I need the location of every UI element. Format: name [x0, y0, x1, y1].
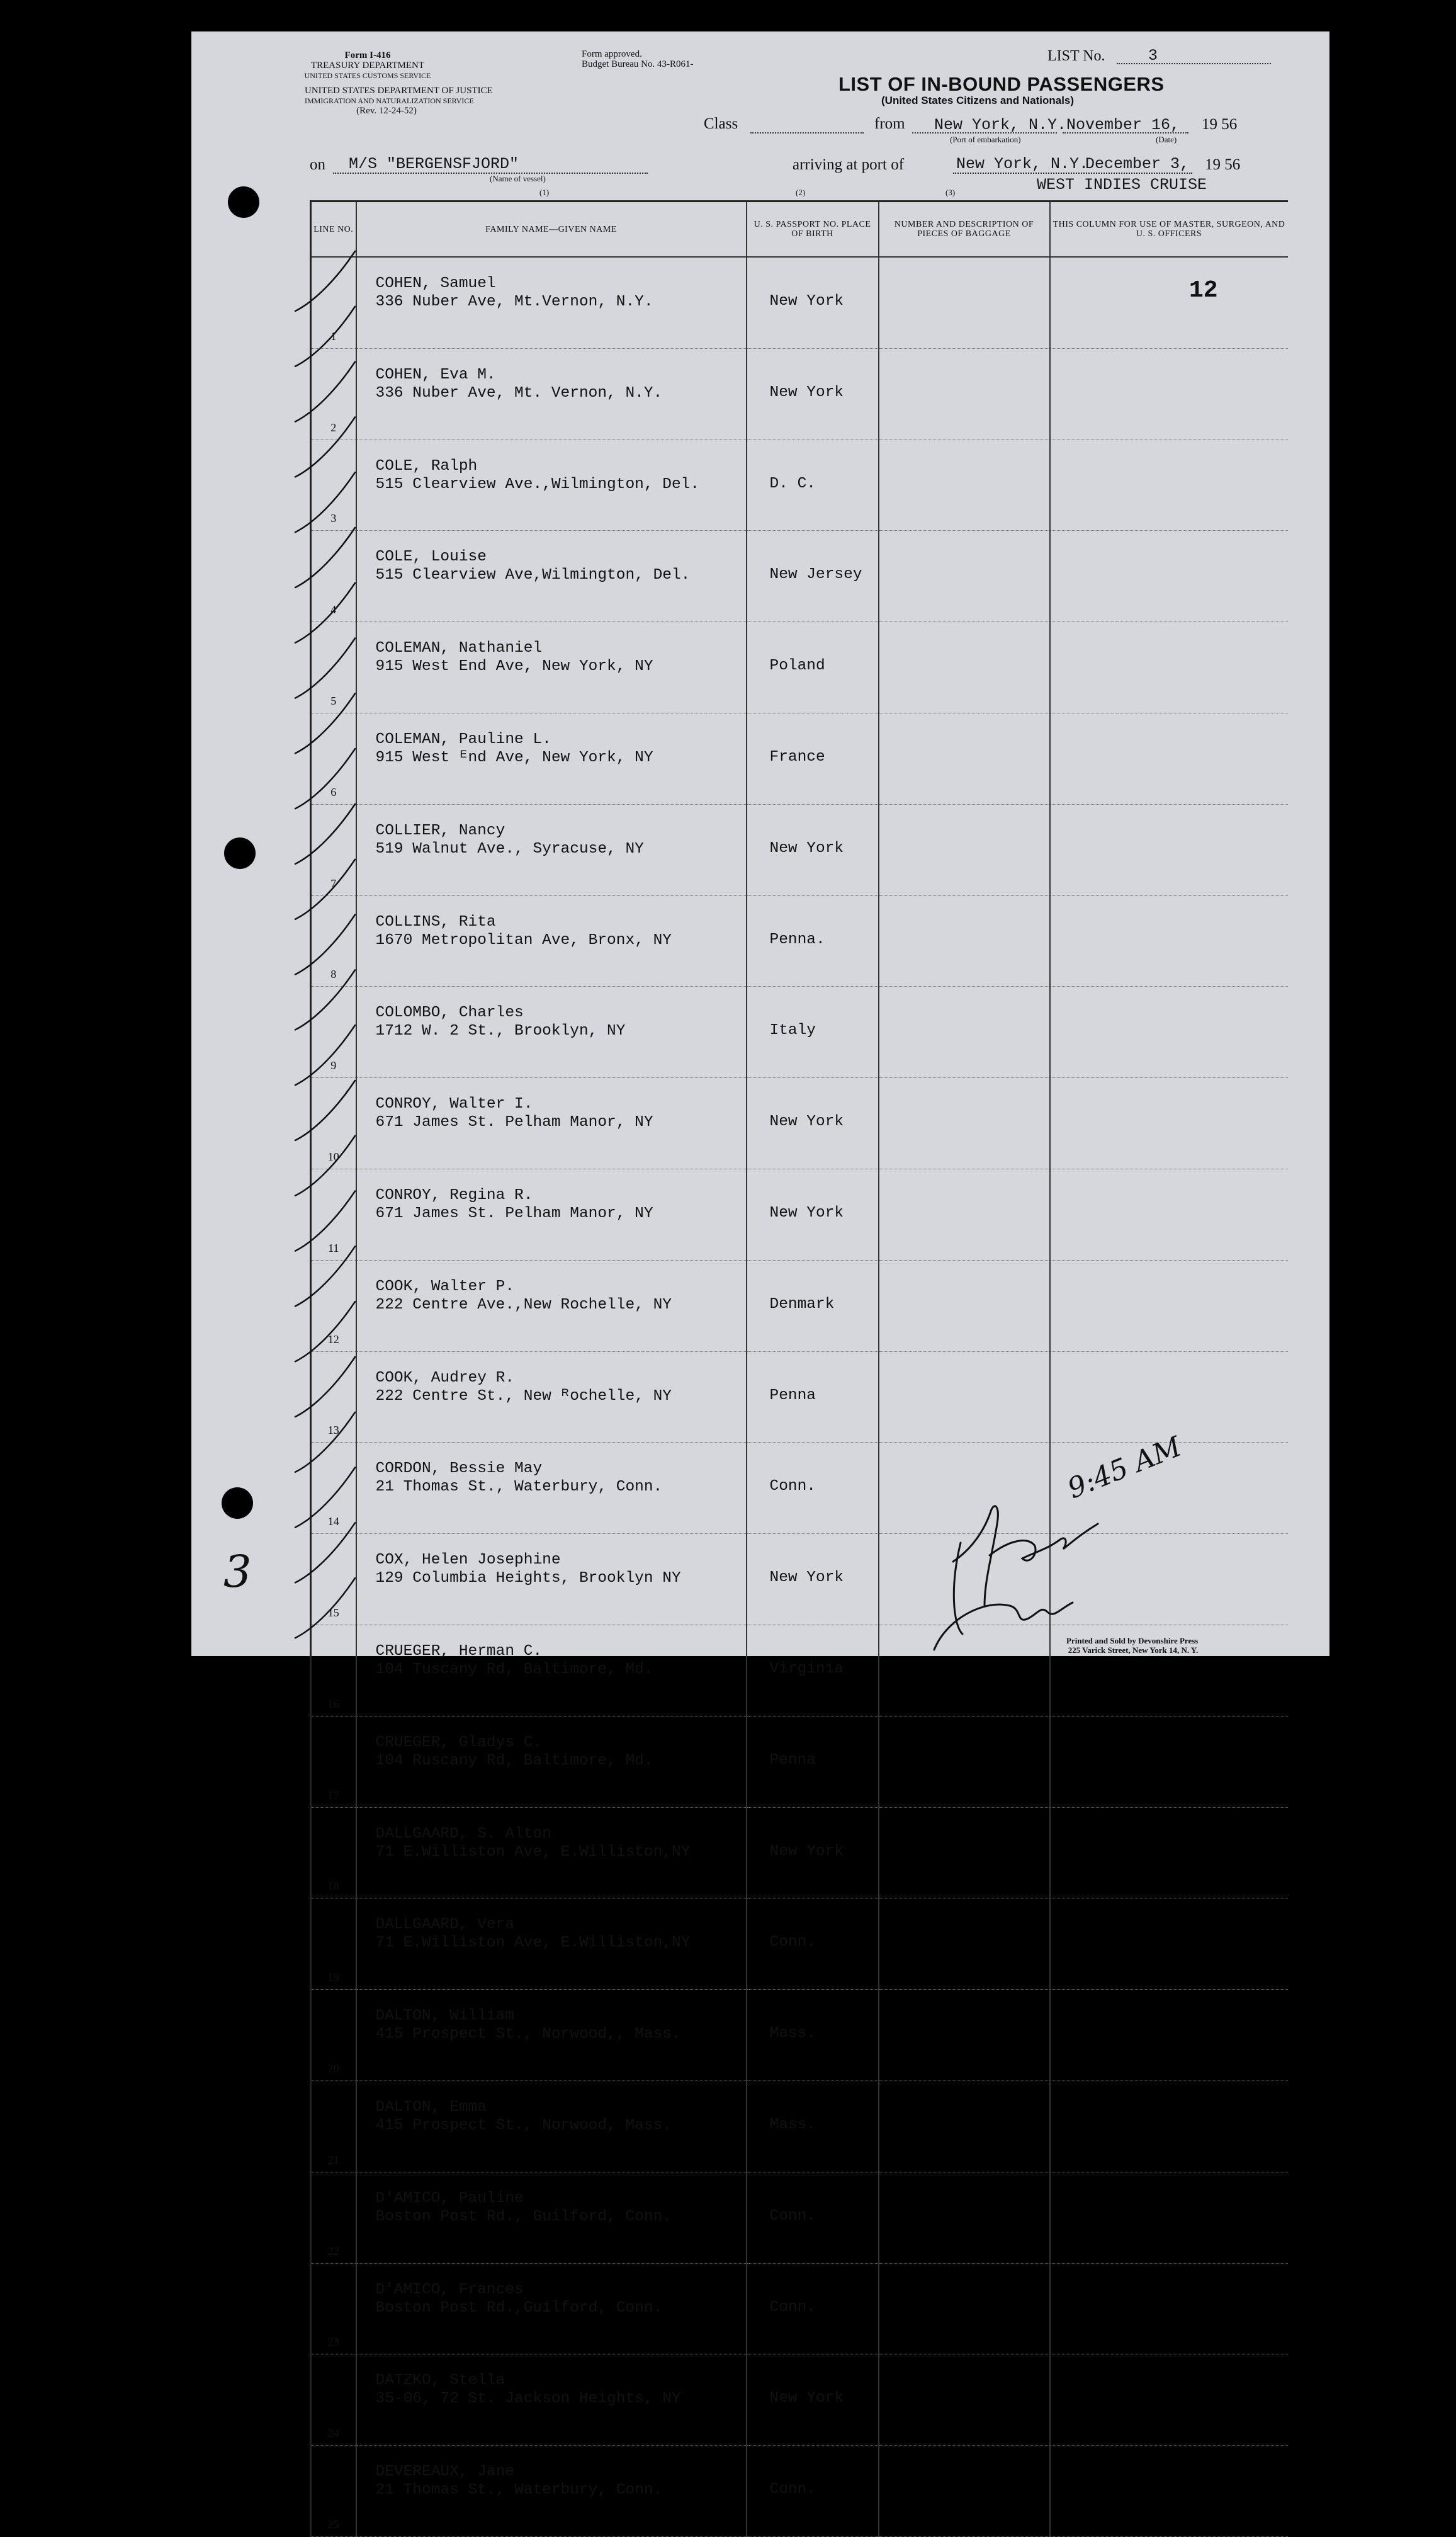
line-number: 17: [327, 1788, 339, 1802]
passenger-address: Boston Post Rd., Guilford, Conn.: [375, 2208, 672, 2225]
passenger-address: 1670 Metropolitan Ave, Bronx, NY: [375, 931, 672, 949]
birthplace: Virginia: [769, 1660, 844, 1677]
birthplace: New York: [769, 1842, 844, 1860]
passenger-name: COHEN, Eva M.: [375, 366, 496, 383]
table-row: [311, 1716, 1288, 1807]
baggage-cell: [879, 2080, 1050, 2172]
passenger-address: 21 Thomas St., Waterbury, Conn.: [375, 1478, 663, 1496]
line-number: 24: [327, 2427, 339, 2440]
line-number-cell: [311, 2172, 356, 2263]
line-number: 8: [330, 968, 337, 981]
passenger-name: DALLGAARD, Vera: [375, 1916, 515, 1934]
line-number: 12: [327, 1332, 339, 1346]
department-name: TREASURY DEPARTMENT: [310, 60, 425, 71]
budget-bureau: Budget Bureau No. 43-R061-: [582, 59, 694, 69]
table-row: [311, 1807, 1288, 1898]
check-mark: [295, 251, 355, 311]
passenger-name: COOK, Audrey R.: [375, 1369, 515, 1387]
birthplace-cell: [747, 1807, 879, 1898]
check-mark: [295, 1468, 355, 1528]
check-mark: [295, 1302, 355, 1361]
officer-use-cell: [1050, 1990, 1288, 2081]
header-line-no: LINE NO.: [311, 201, 356, 258]
passenger-name-cell: [356, 2446, 747, 2537]
passenger-name: DEVEREAUX, Jane: [375, 2463, 515, 2481]
check-mark: [295, 417, 355, 477]
line-number-cell: [311, 2080, 356, 2172]
table-row: [311, 1898, 1288, 1990]
embarkation-year: 19 56: [1202, 116, 1238, 133]
check-mark: [295, 915, 355, 975]
check-mark: [295, 1246, 355, 1306]
line-number: 18: [327, 1880, 339, 1893]
arrival-year: 19 56: [1205, 156, 1241, 173]
passenger-name-cell: [356, 2172, 747, 2263]
passenger-name: CONROY, Walter I.: [375, 1096, 533, 1113]
line-number: 3: [330, 512, 337, 525]
table-row: [311, 2446, 1288, 2537]
passenger-address: 415 Prospect St., Norwood,, Mass.: [375, 2026, 681, 2043]
passenger-address: 915 West End Ave, New York, NY: [375, 658, 653, 676]
line-number-cell: [311, 2446, 356, 2537]
line-number: 7: [330, 877, 337, 890]
ins-name: IMMIGRATION AND NATURALIZATION SERVICE: [305, 96, 474, 105]
birthplace: Penna: [769, 1751, 816, 1769]
officer-use-cell: [1050, 1807, 1288, 1898]
table-row: [311, 2263, 1288, 2354]
passenger-address: 515 Clearview Ave.,Wilmington, Del.: [375, 475, 700, 493]
line-number-cell: [311, 1898, 356, 1990]
birthplace: Mass.: [769, 2116, 816, 2133]
birthplace: Poland: [769, 657, 825, 675]
check-mark: [295, 749, 355, 809]
punch-hole-top: [228, 186, 259, 218]
birthplace: Italy: [769, 1022, 816, 1040]
line-number: 20: [327, 2062, 339, 2075]
birthplace: Penna.: [769, 931, 825, 948]
column-number-1: (1): [539, 188, 550, 197]
embarkation-date: November 16,: [1066, 116, 1180, 134]
birthplace: Penna: [769, 1387, 816, 1404]
line-number: 6: [330, 785, 337, 798]
punch-hole-middle: [224, 837, 256, 869]
from-label: from: [874, 115, 905, 132]
passenger-name-cell: [356, 2263, 747, 2354]
column-number-3: (3): [945, 188, 956, 197]
birthplace-cell: [747, 1990, 879, 2081]
port-of-embarkation: New York, N.Y.: [934, 116, 1067, 134]
form-approved: Form approved.: [582, 49, 642, 59]
passenger-name-cell: [356, 1716, 747, 1807]
passenger-name: DALTON, William: [375, 2007, 515, 2025]
passenger-name-cell: [356, 2080, 747, 2172]
birthplace: New York: [769, 293, 844, 310]
printer-credit: [1066, 1636, 1198, 1655]
passenger-address: 519 Walnut Ave., Syracuse, NY: [375, 840, 644, 858]
passenger-name: COLEMAN, Pauline L.: [375, 730, 551, 748]
baggage-cell: [879, 1807, 1050, 1898]
class-label: Class: [704, 115, 738, 132]
time-note: 9:45 AM: [1063, 1430, 1186, 1506]
line-number: 25: [327, 2517, 339, 2531]
check-mark: [295, 1412, 355, 1472]
birthplace: New York: [769, 1204, 844, 1222]
check-mark: [295, 528, 355, 587]
passenger-address: 515 Clearview Ave,Wilmington, Del.: [375, 567, 691, 584]
birthplace-cell: [747, 2172, 879, 2263]
passenger-address: 671 James St. Pelham Manor, NY: [375, 1205, 653, 1222]
form-number: Form I-416: [344, 50, 391, 60]
officer-use-cell: [1050, 2263, 1288, 2354]
doj-name: UNITED STATES DEPARTMENT OF JUSTICE: [305, 86, 493, 96]
birthplace: Mass.: [769, 2025, 816, 2043]
line-number: 23: [327, 2336, 339, 2349]
birthplace-cell: [747, 2354, 879, 2446]
line-number: 10: [327, 1150, 339, 1163]
column-number-2: (2): [796, 188, 806, 197]
passenger-address: 222 Centre St., New ᴿochelle, NY: [375, 1387, 672, 1405]
line-number: 21: [327, 2153, 339, 2166]
officer-mark: 12: [1189, 277, 1218, 304]
table-row: [311, 2172, 1288, 2263]
on-label: on: [310, 156, 325, 173]
passenger-name: COLLIER, Nancy: [375, 822, 505, 839]
manifest-page: [191, 31, 1329, 2531]
officer-use-cell: [1050, 2446, 1288, 2537]
check-mark: [295, 1357, 355, 1417]
officer-use-cell: [1050, 2172, 1288, 2263]
header-officers: THIS COLUMN FOR USE OF MASTER, SURGEON, AND U. S. OFFICERS: [1050, 201, 1288, 258]
passenger-name-cell: [356, 1898, 747, 1990]
passenger-address: 104 Tuscany Rd, Baltimore, Md.: [375, 1660, 653, 1678]
passenger-name: COLEMAN, Nathaniel: [375, 640, 543, 657]
page-title: LIST OF IN-BOUND PASSENGERS: [838, 73, 1165, 95]
passenger-name: COX, Helen Josephine: [375, 1552, 561, 1569]
passenger-address: 336 Nuber Ave, Mt. Vernon, N.Y.: [375, 384, 663, 402]
passenger-name: COLLINS, Rita: [375, 913, 496, 931]
birthplace: New York: [769, 2390, 844, 2407]
line-number-cell: [311, 1807, 356, 1898]
printer-line-1: Printed and Sold by Devonshire Press: [1066, 1636, 1199, 1645]
birthplace: New Jersey: [769, 566, 862, 584]
passenger-name: D'AMICO, Frances: [375, 2281, 524, 2298]
handwriting-layer: [191, 31, 1329, 1656]
birthplace-cell: [747, 2263, 879, 2354]
baggage-cell: [879, 2172, 1050, 2263]
vessel-name: M/S "BERGENSFJORD": [349, 155, 519, 173]
birthplace: France: [769, 748, 825, 766]
arriving-label: arriving at port of: [793, 156, 905, 173]
passenger-address: 71 E.Williston Ave, E.Williston,NY: [375, 1843, 691, 1861]
birthplace-cell: [747, 2446, 879, 2537]
passenger-name-cell: [356, 2354, 747, 2446]
check-mark: [295, 1025, 355, 1085]
line-number: 9: [330, 1059, 337, 1072]
passenger-name: D'AMICO, Pauline: [375, 2189, 524, 2207]
passenger-name: DATZKO, Stella: [375, 2372, 505, 2390]
baggage-cell: [879, 1898, 1050, 1990]
check-mark: [295, 804, 355, 864]
passenger-name: CONROY, Regina R.: [375, 1186, 533, 1204]
check-mark: [295, 693, 355, 753]
birthplace-cell: [747, 2080, 879, 2172]
birthplace: New York: [769, 1569, 844, 1587]
passenger-address: 915 West ᴱnd Ave, New York, NY: [375, 749, 653, 766]
list-number-label: LIST No.: [1047, 48, 1105, 64]
check-mark: [295, 1578, 355, 1638]
passenger-name: COLE, Louise: [375, 548, 487, 566]
header-baggage: NUMBER AND DESCRIPTION OF PIECES OF BAGGAGE: [879, 201, 1050, 258]
birthplace-cell: [747, 1716, 879, 1807]
cruise-note: WEST INDIES CRUISE: [1037, 176, 1207, 194]
printer-line-2: 225 Varick Street, New York 14, N. Y.: [1068, 1645, 1199, 1655]
officer-use-cell: [1050, 2354, 1288, 2446]
line-number: 15: [327, 1606, 339, 1619]
vessel-caption: (Name of vessel): [490, 174, 546, 183]
margin-number: 3: [223, 1546, 252, 1598]
line-number: 1: [330, 329, 337, 343]
check-mark: [295, 1523, 355, 1582]
customs-service: UNITED STATES CUSTOMS SERVICE: [304, 71, 431, 80]
passenger-name: DALLGAARD, S. Alton: [375, 1825, 551, 1842]
passenger-name: CORDON, Bessie May: [375, 1460, 543, 1478]
passenger-address: 104 Ruscany Rd, Baltimore, Md.: [375, 1752, 653, 1769]
line-number-cell: [311, 2354, 356, 2446]
line-number: 19: [327, 1971, 339, 1984]
birthplace: Conn.: [769, 2207, 816, 2225]
line-number: 13: [327, 1424, 339, 1437]
passenger-name-cell: [356, 1807, 747, 1898]
birthplace: New York: [769, 1113, 844, 1131]
check-mark: [295, 1081, 355, 1140]
birthplace: Conn.: [769, 2298, 816, 2316]
officer-use-cell: [1050, 1898, 1288, 1990]
table-row: [311, 1990, 1288, 2081]
passenger-name: COLE, Ralph: [375, 457, 478, 475]
check-mark: [295, 472, 355, 532]
baggage-cell: [879, 1716, 1050, 1807]
line-number: 5: [330, 694, 337, 707]
officer-use-cell: [1050, 1716, 1288, 1807]
birthplace: Denmark: [769, 1295, 835, 1313]
passenger-address: 21 Thomas St., Waterbury, Conn.: [375, 2482, 663, 2499]
passenger-name-cell: [356, 1990, 747, 2081]
passenger-address: 336 Nuber Ave, Mt.Vernon, N.Y.: [375, 293, 653, 310]
passenger-address: 35-06, 72 St. Jackson Heights, NY: [375, 2390, 681, 2408]
passenger-address: 671 James St. Pelham Manor, NY: [375, 1114, 653, 1132]
line-number-cell: [311, 2263, 356, 2354]
passenger-address: 129 Columbia Heights, Brooklyn NY: [375, 1570, 681, 1587]
punch-hole-bottom: [222, 1487, 253, 1519]
date-caption: (Date): [1156, 135, 1177, 144]
table-row: [311, 2080, 1288, 2172]
check-mark: [295, 583, 355, 643]
arrival-port: New York, N.Y.: [956, 155, 1089, 173]
line-number-cell: [311, 1990, 356, 2081]
birthplace: Conn.: [769, 1934, 816, 1951]
check-mark: [295, 1191, 355, 1251]
check-mark: [295, 860, 355, 919]
revision-date: (Rev. 12-24-52): [356, 106, 417, 116]
check-mark: [295, 307, 355, 366]
passenger-name: CRUEGER, Gladys C.: [375, 1734, 543, 1751]
passenger-address: 415 Prospect St., Norwood, Mass.: [375, 2116, 672, 2134]
passenger-address: 222 Centre Ave.,New Rochelle, NY: [375, 1296, 672, 1314]
line-number: 14: [327, 1515, 339, 1528]
baggage-cell: [879, 2354, 1050, 2446]
check-mark: [295, 362, 355, 422]
line-number: 11: [328, 1241, 339, 1254]
line-number-cell: [311, 1716, 356, 1807]
passenger-address: Boston Post Rd.,Guilford, Conn.: [375, 2299, 663, 2317]
officer-use-cell: [1050, 2080, 1288, 2172]
check-mark: [295, 970, 355, 1030]
passenger-name: COLOMBO, Charles: [375, 1004, 524, 1022]
passenger-name: DALTON, Emma: [375, 2098, 487, 2116]
header-name: FAMILY NAME—GIVEN NAME: [356, 201, 747, 258]
birthplace: Conn.: [769, 1478, 816, 1496]
line-number: 2: [330, 421, 337, 434]
page-subtitle: (United States Citizens and Nationals): [881, 94, 1075, 106]
port-caption: (Port of embarkation): [950, 135, 1021, 144]
baggage-cell: [879, 2446, 1050, 2537]
line-number: 4: [330, 603, 337, 616]
check-mark: [295, 1136, 355, 1196]
birthplace: Conn.: [769, 2481, 816, 2499]
check-mark: [295, 639, 355, 698]
passenger-address: 1712 W. 2 St., Brooklyn, NY: [375, 1023, 626, 1040]
birthplace: D. C.: [769, 475, 816, 492]
line-number: 16: [327, 1697, 339, 1710]
birthplace-cell: [747, 1898, 879, 1990]
baggage-cell: [879, 2263, 1050, 2354]
officer-signature: [934, 1506, 1098, 1650]
baggage-cell: [879, 1990, 1050, 2081]
passenger-name: COOK, Walter P.: [375, 1278, 515, 1295]
passenger-address: 71 E.Williston Ave, E.Williston,NY: [375, 1934, 691, 1952]
birthplace: New York: [769, 839, 844, 857]
arrival-date: December 3,: [1085, 155, 1190, 173]
line-number: 22: [327, 2244, 339, 2257]
passenger-name: COHEN, Samuel: [375, 275, 496, 292]
birthplace: New York: [769, 383, 844, 401]
header-passport: U. S. PASSPORT NO. PLACE OF BIRTH: [747, 201, 879, 258]
passenger-name: CRUEGER, Herman C.: [375, 1642, 543, 1660]
list-number: 3: [1148, 47, 1158, 65]
table-row: [311, 2354, 1288, 2446]
